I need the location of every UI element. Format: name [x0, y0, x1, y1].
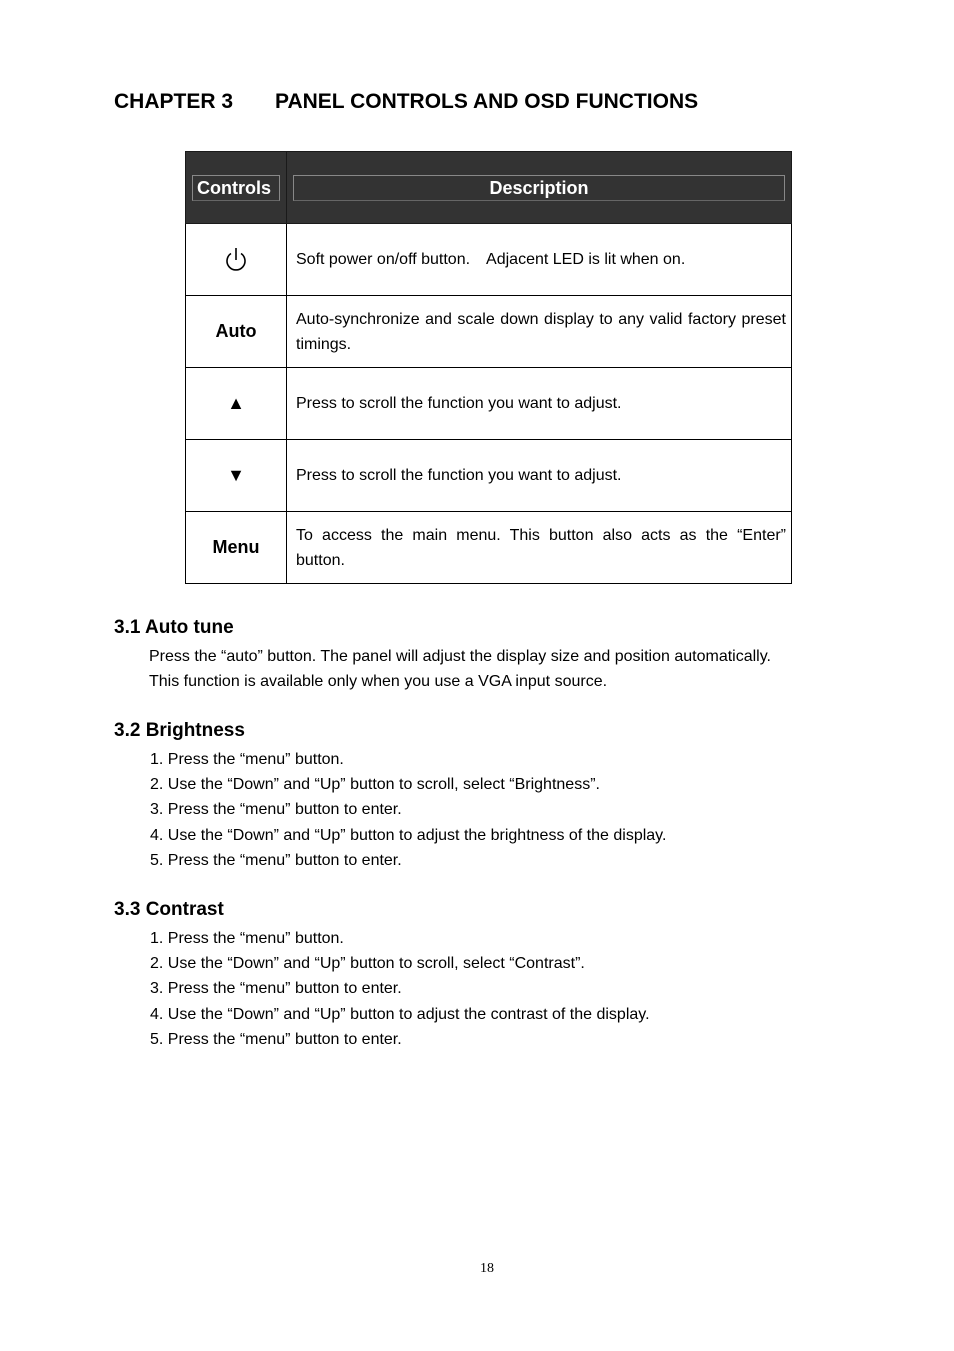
list-item: 1. Press the “menu” button.: [150, 751, 344, 768]
list-item: 2. Use the “Down” and “Up” button to scroll, select “Contrast”.: [150, 955, 585, 973]
list-item: 4. Use the “Down” and “Up” button to adjust the brightness of the display.: [150, 826, 667, 844]
list-item: 3. Press the “menu” button to enter.: [150, 801, 402, 819]
down-description: Press to scroll the function you want to adjust.: [287, 440, 792, 512]
auto-description: Auto-synchronize and scale down display to any valid factory preset timings.: [287, 296, 792, 368]
power-description: Soft power on/off button. Adjacent LED is lit when on.: [287, 224, 792, 296]
up-triangle-icon: ▲: [227, 393, 245, 413]
table-header-row: [186, 152, 792, 224]
auto-tune-heading: 3.1 Auto tune: [114, 617, 234, 638]
page-number: 18: [480, 1261, 494, 1276]
list-item: 4. Use the “Down” and “Up” button to adjust the contrast of the display.: [150, 1005, 650, 1023]
description-header: Description: [287, 152, 792, 224]
auto-tune-line: Press the “auto” button. The panel will adjust the display size and position automatically.: [149, 648, 771, 665]
controls-header: Controls: [186, 152, 287, 224]
down-triangle-icon: ▼: [227, 465, 245, 485]
auto-control-label: Auto: [186, 296, 287, 368]
list-item: 5. Press the “menu” button to enter.: [150, 1030, 402, 1048]
table-row: [186, 440, 792, 512]
table-row: [186, 368, 792, 440]
chapter-name: PANEL CONTROLS AND OSD FUNCTIONS: [275, 90, 699, 113]
table-row: [186, 224, 792, 296]
list-item: 2. Use the “Down” and “Up” button to scroll, select “Brightness”.: [150, 776, 600, 794]
power-icon: [223, 246, 249, 274]
auto-tune-line: This function is available only when you use a VGA input source.: [149, 673, 608, 690]
chapter-number: CHAPTER 3: [114, 90, 234, 113]
auto-tune-text: [149, 644, 849, 694]
list-item: 1. Press the “menu” button.: [150, 930, 344, 947]
list-item: 3. Press the “menu” button to enter.: [150, 980, 402, 998]
brightness-heading: 3.2 Brightness: [114, 720, 245, 741]
contrast-heading: 3.3 Contrast: [114, 899, 224, 920]
chapter-title: [114, 90, 698, 114]
up-description: Press to scroll the function you want to adjust.: [287, 368, 792, 440]
list-item: 5. Press the “menu” button to enter.: [150, 851, 402, 869]
table-row: [186, 512, 792, 584]
table-row: [186, 296, 792, 368]
contrast-steps: [150, 926, 650, 1052]
menu-control-label: Menu: [186, 512, 287, 584]
power-control-cell: [186, 224, 287, 296]
menu-description: To access the main menu. This button also acts as the “Enter” button.: [287, 512, 792, 584]
brightness-steps: [150, 747, 666, 873]
controls-table: [185, 151, 792, 584]
